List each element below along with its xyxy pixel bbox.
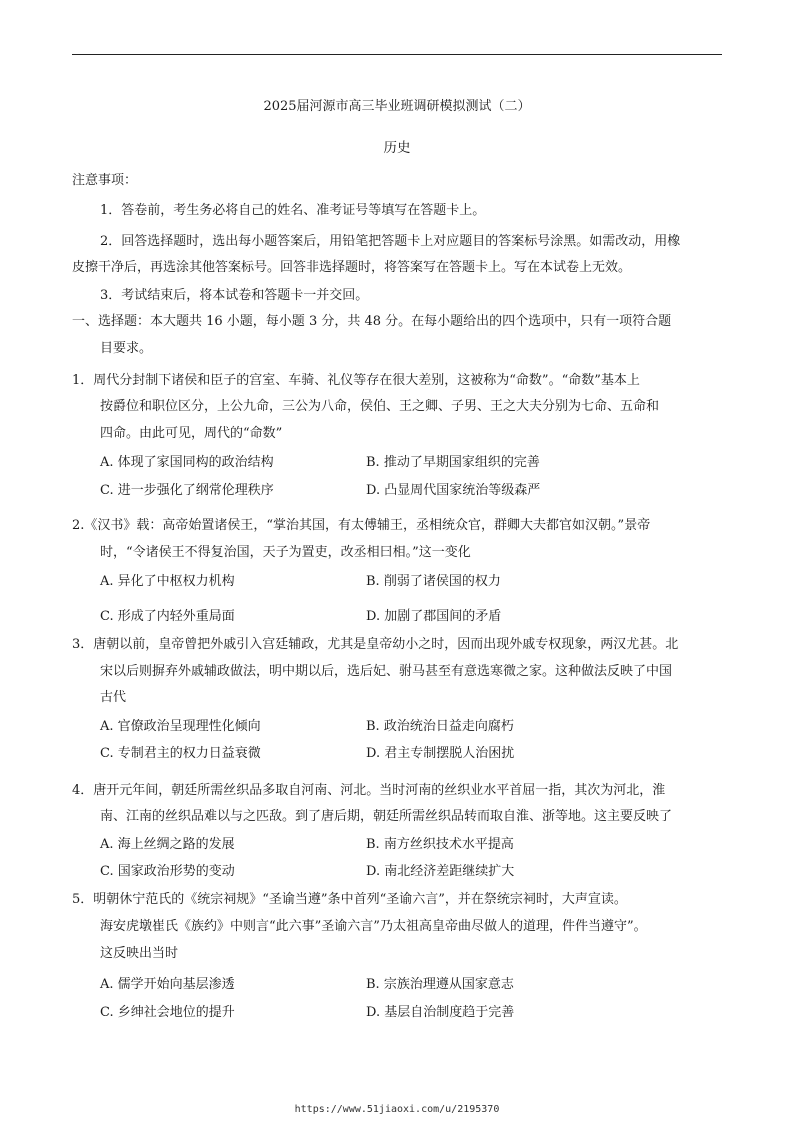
q5-option-d: D. 基层自治制度趋于完善 — [366, 1005, 515, 1020]
q3-stem-line2: 宋以后则摒弃外戚辅政做法，明中期以后，选后妃、驸马甚至有意选寒微之家。这种做法反映了中国 — [100, 664, 673, 679]
q3-option-c: C. 专制君主的权力日益衰微 — [100, 746, 261, 761]
notice-item-3: 3．考试结束后，将本试卷和答题卡一并交回。 — [100, 288, 369, 303]
q3-option-b: B. 政治统治日益走向腐朽 — [366, 719, 514, 734]
q4-stem-line1: 4．唐开元年间，朝廷所需丝织品多取自河南、河北。当时河南的丝织业水平首屈一指，其次为河北，淮 — [72, 783, 666, 798]
q1-stem-line3: 四命。由此可见，周代的“命数” — [100, 426, 283, 441]
q2-option-a: A. 异化了中枢权力机构 — [100, 574, 235, 589]
q4-option-b: B. 南方丝织技术水平提高 — [366, 837, 514, 852]
q5-option-b: B. 宗族治理遵从国家意志 — [366, 977, 514, 992]
q1-option-a: A. 体现了家国同构的政治结构 — [100, 455, 274, 470]
q2-option-d: D. 加剧了郡国间的矛盾 — [366, 609, 502, 624]
q1-stem-line1: 1．周代分封制下诸侯和臣子的宫室、车骑、礼仪等存在很大差别，这被称为“命数”。“命数”基本上 — [72, 373, 640, 388]
q4-stem-line2: 南、江南的丝织品难以与之匹敌。到了唐后期，朝廷所需丝织品转而取自淮、浙等地。这主要反映了 — [100, 809, 673, 824]
q5-option-a: A. 儒学开始向基层渗透 — [100, 977, 235, 992]
q3-stem-line1: 3．唐朝以前，皇帝曾把外戚引入宫廷辅政，尤其是皇帝幼小之时，因而出现外戚专权现象，两汉尤甚。北 — [72, 637, 679, 652]
q5-stem-line3: 这反映出当时 — [100, 946, 179, 961]
q2-stem-line2: 时，“令诸侯王不得复治国，天子为置吏，改丞相曰相。”这一变化 — [100, 545, 471, 560]
q1-option-b: B. 推动了早期国家组织的完善 — [366, 455, 540, 470]
q5-stem-line2: 海安虎墩崔氏《族约》中则言“此六事”圣谕六言”乃太祖高皇帝曲尽做人的道理，件件当遵守”。 — [100, 919, 647, 934]
q3-stem-line3: 古代 — [100, 690, 127, 705]
subject-title: 历史 — [383, 140, 411, 156]
q4-option-d: D. 南北经济差距继续扩大 — [366, 864, 515, 879]
exam-title: 2025届河源市高三毕业班调研模拟测试（二） — [263, 99, 531, 114]
q5-option-c: C. 乡绅社会地位的提升 — [100, 1005, 235, 1020]
notice-item-2-line2: 皮擦干净后，再选涂其他答案标号。回答非选择题时，将答案写在答题卡上。写在本试卷上无效。 — [72, 260, 632, 275]
q5-stem-line1: 5．明朝休宁范氏的《统宗祠规》“圣谕当遵”条中首列“圣谕六言”，并在祭统宗祠时，大声宣读。 — [72, 892, 627, 907]
notice-item-2-line1: 2．回答选择题时，选出每小题答案后，用铅笔把答题卡上对应题目的答案标号涂黑。如需改动，用橡 — [100, 234, 681, 249]
q4-option-c: C. 国家政治形势的变动 — [100, 864, 235, 879]
section-heading-line2: 目要求。 — [100, 341, 153, 356]
notice-heading: 注意事项： — [72, 173, 138, 188]
q4-option-a: A. 海上丝绸之路的发展 — [100, 837, 235, 852]
q2-stem-line1: 2.《汉书》载：高帝始置诸侯王，“掌治其国，有太傅辅王，丞相统众官，群卿大夫都官如汉朝。”景帝 — [72, 518, 651, 533]
q1-stem-line2: 按爵位和职位区分，上公九命，三公为八命，侯伯、王之卿、子男、王之大夫分别为七命、五命和 — [100, 399, 660, 414]
section-heading-line1: 一、选择题：本大题共 16 小题，每小题 3 分，共 48 分。在每小题给出的四个选项中，只有一项符合题 — [72, 314, 672, 329]
q1-option-d: D. 凸显周代国家统治等级森严 — [366, 483, 541, 498]
q1-option-c: C. 进一步强化了纲常伦理秩序 — [100, 483, 274, 498]
notice-item-1: 1．答卷前，考生务必将自己的姓名、准考证号等填写在答题卡上。 — [100, 203, 486, 218]
q3-option-d: D. 君主专制摆脱人治困扰 — [366, 746, 515, 761]
q3-option-a: A. 官僚政治呈现理性化倾向 — [100, 719, 261, 734]
header-rule — [72, 54, 722, 55]
q2-option-b: B. 削弱了诸侯国的权力 — [366, 574, 501, 589]
q2-option-c: C. 形成了内轻外重局面 — [100, 609, 235, 624]
footer-url[interactable]: https://www.51jiaoxi.com/u/2195370 — [294, 1104, 500, 1115]
